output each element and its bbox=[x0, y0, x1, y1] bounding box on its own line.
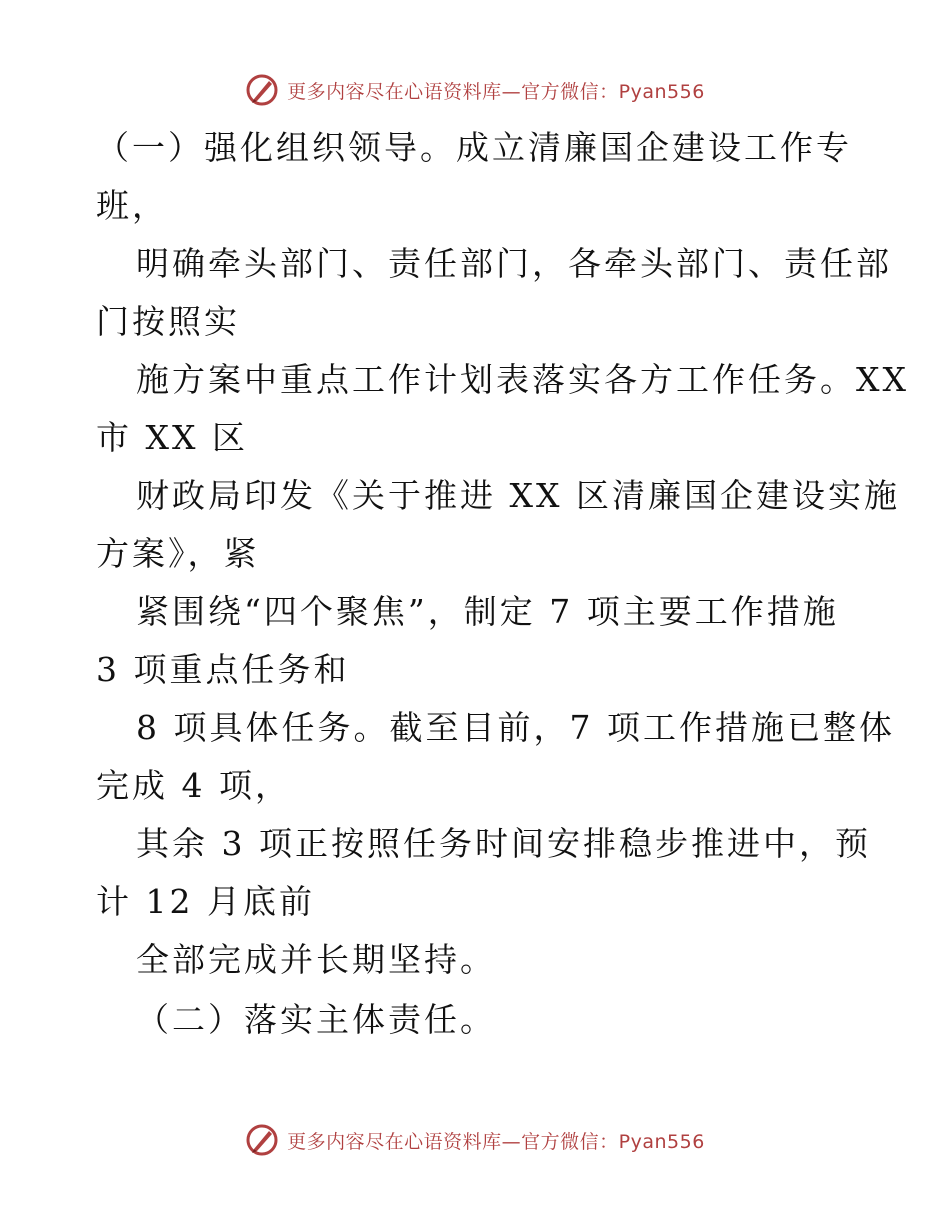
paragraph-line: 3 项重点任务和 bbox=[96, 650, 350, 689]
paragraph-line: 市 XX 区 bbox=[96, 418, 248, 457]
paragraph-line: 门按照实 bbox=[96, 302, 240, 341]
paragraph-line: 计 12 月底前 bbox=[96, 882, 315, 921]
paragraph-line: 完成 4 项， bbox=[96, 766, 291, 805]
paragraph-line: 班， bbox=[96, 186, 168, 225]
paragraph-line: 其余 3 项正按照任务时间安排稳步推进中，预 bbox=[136, 824, 871, 863]
paragraph-line: 全部完成并长期坚持。 bbox=[136, 940, 496, 979]
watermark-text: 更多内容尽在心语资料库—官方微信：Pyan556 bbox=[287, 1130, 705, 1153]
paragraph-line: 财政局印发《关于推进 XX 区清廉国企建设实施 bbox=[136, 476, 900, 515]
watermark-text: 更多内容尽在心语资料库—官方微信：Pyan556 bbox=[287, 80, 705, 103]
paragraph-line: （一）强化组织领导。成立清廉国企建设工作专 bbox=[96, 128, 852, 167]
paragraph-line: 方案》，紧 bbox=[96, 534, 260, 573]
quill-pen-circle-icon bbox=[245, 1123, 279, 1157]
paragraph-line: 明确牵头部门、责任部门，各牵头部门、责任部 bbox=[136, 244, 892, 283]
paragraph-line: 8 项具体任务。截至目前，7 项工作措施已整体 bbox=[136, 708, 895, 747]
paragraph-line: 紧围绕“四个聚焦”，制定 7 项主要工作措施 bbox=[136, 592, 839, 631]
paragraph-line: （二）落实主体责任。 bbox=[136, 1000, 496, 1039]
paragraph-line: 施方案中重点工作计划表落实各方工作任务。XX bbox=[136, 360, 909, 399]
watermark-footer bbox=[0, 1120, 950, 1160]
